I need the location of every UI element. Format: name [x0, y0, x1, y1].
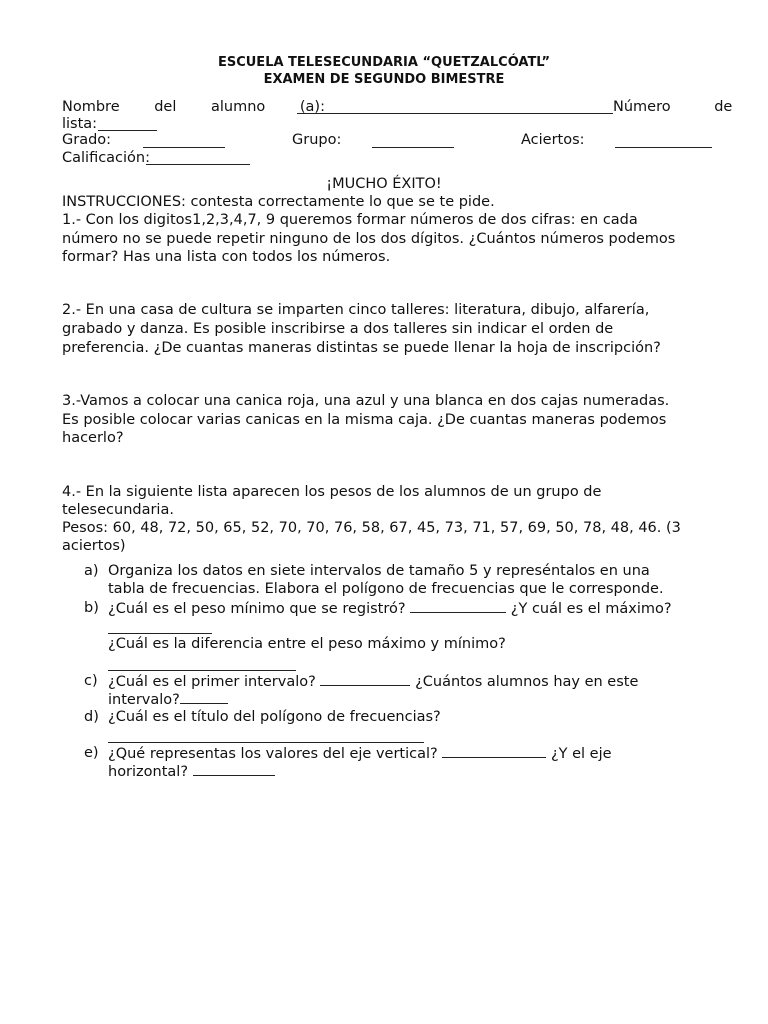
item-c-line-1 [108, 672, 638, 691]
item-e-horizontal-label: horizontal? [108, 764, 189, 780]
item-e-line-1 [108, 744, 612, 763]
item-a-line-2: tabla de frecuencias. Elabora el polígono de frecuencias que le corresponde. [108, 581, 664, 597]
q2-line-2: grabado y danza. Es posible inscribirse a dos talleres sin indicar el orden de [62, 321, 614, 337]
greeting: ¡MUCHO ÉXITO! [326, 176, 442, 192]
q4-line-2: telesecundaria. [62, 502, 174, 518]
item-d-line-1: ¿Cuál es el título del polígono de frecuencias? [108, 709, 441, 725]
numero-label: Número de [613, 99, 733, 115]
vertical-axis-field[interactable] [442, 744, 546, 758]
lista-label: lista: [62, 116, 98, 132]
grupo-label: Grupo: [292, 132, 342, 148]
first-interval-field[interactable] [320, 672, 410, 686]
item-c-marker: c) [84, 673, 98, 689]
nombre-label-part [62, 98, 325, 116]
q1-line-1: 1.- Con los digitos1,2,3,4,7, 9 queremos formar números de dos cifras: en cada [62, 212, 638, 228]
item-e-marker: e) [84, 745, 99, 761]
numero-label-wrap [613, 98, 733, 116]
grado-label: Grado: [62, 132, 112, 148]
item-b-line-3: ¿Cuál es la diferencia entre el peso máximo y mínimo? [108, 636, 506, 652]
item-b-question-max: ¿Y cuál es el máximo? [510, 601, 672, 617]
q3-line-1: 3.-Vamos a colocar una canica roja, una azul y una blanca en dos cajas numeradas. [62, 393, 670, 409]
weight-difference-field[interactable] [108, 670, 296, 671]
item-c-interval-label: intervalo? [108, 692, 180, 708]
grupo-field[interactable] [372, 147, 454, 148]
aciertos-field[interactable] [615, 147, 712, 148]
q4-line-1: 4.- En la siguiente lista aparecen los pesos de los alumnos de un grupo de [62, 484, 602, 500]
item-a-marker: a) [84, 563, 99, 579]
max-weight-field[interactable] [108, 633, 212, 634]
q2-line-1: 2.- En una casa de cultura se imparten cinco talleres: literatura, dibujo, alfarería, [62, 302, 650, 318]
item-c-line-2 [108, 690, 228, 709]
interval-count-field[interactable] [180, 690, 228, 704]
item-e-question-horizontal: ¿Y el eje [550, 746, 612, 762]
item-b-question-min: ¿Cuál es el peso mínimo que se registró? [108, 601, 406, 617]
q4-weights-line: Pesos: 60, 48, 72, 50, 65, 52, 70, 70, 76, 58, 67, 45, 73, 71, 57, 69, 50, 78, 48, 46. (3 [62, 520, 681, 536]
aciertos-label: Aciertos: [521, 132, 585, 148]
exam-title: EXAMEN DE SEGUNDO BIMESTRE [263, 72, 505, 87]
q2-line-3: preferencia. ¿De cuantas maneras distintas se puede llenar la hoja de inscripción? [62, 340, 661, 356]
calificacion-label: Calificación: [62, 150, 151, 166]
q1-line-2: número no se puede repetir ninguno de los dos dígitos. ¿Cuántos números podemos [62, 231, 676, 247]
q3-line-3: hacerlo? [62, 430, 124, 446]
school-name: ESCUELA TELESECUNDARIA “QUETZALCÓATL” [217, 55, 551, 70]
item-d-marker: d) [84, 709, 99, 725]
item-e-line-2 [108, 762, 275, 781]
item-e-question-vertical: ¿Qué representas los valores del eje vertical? [108, 746, 438, 762]
nombre-field[interactable] [297, 113, 613, 114]
horizontal-axis-field[interactable] [193, 762, 275, 776]
item-b-line-1 [108, 599, 672, 618]
instructions: INSTRUCCIONES: contesta correctamente lo que se te pide. [62, 194, 495, 210]
min-weight-field[interactable] [410, 599, 506, 613]
q1-line-3: formar? Has una lista con todos los números. [62, 249, 391, 265]
q3-line-2: Es posible colocar varias canicas en la misma caja. ¿De cuantas maneras podemos [62, 412, 667, 428]
q4-line-4: aciertos) [62, 538, 126, 554]
grado-field[interactable] [143, 147, 225, 148]
polygon-title-field[interactable] [108, 742, 424, 743]
item-c-question-interval: ¿Cuál es el primer intervalo? [108, 674, 316, 690]
nombre-label: Nombre del alumno (a): [62, 99, 325, 115]
item-a-line-1: Organiza los datos en siete intervalos de tamaño 5 y represéntalos en una [108, 563, 650, 579]
item-b-marker: b) [84, 600, 99, 616]
item-c-question-count: ¿Cuántos alumnos hay en este [415, 674, 639, 690]
calificacion-field[interactable] [146, 164, 250, 165]
